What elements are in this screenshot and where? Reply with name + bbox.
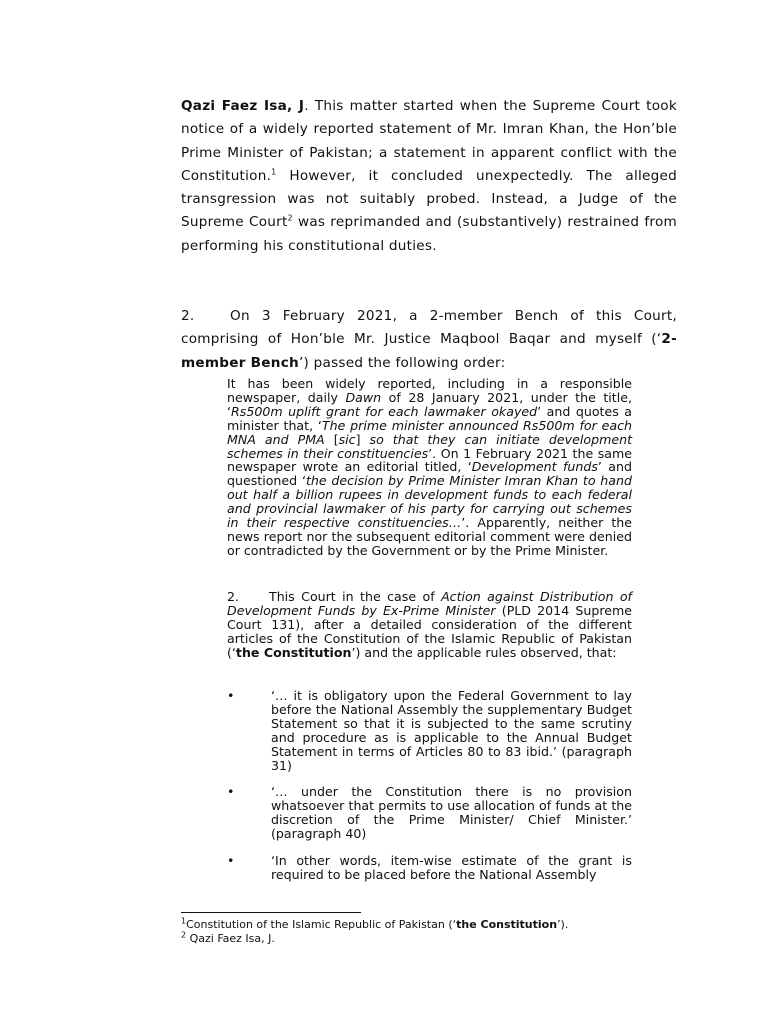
paragraph-1-text-a: . This matter started when the Supreme Court took notice of a widely reported statement of Mr. Imran Khan, the Hon’ble Prime Minister of Pakistan; a statement in apparent conflict with the Constitution. — [181, 98, 677, 184]
bullet-icon: • — [227, 853, 235, 869]
footnote-1 — [181, 918, 741, 931]
paragraph-2-text-b: ’) passed the following order: — [298, 354, 506, 371]
paragraph-1 — [181, 95, 677, 258]
footnote-2-text: Qazi Faez Isa, J. — [186, 932, 275, 945]
quote2-text-b: (PLD 2014 Supreme Court 131), after a detailed consideration of the different articles of the Constitution of the Islamic Republic of Pakistan (‘ — [227, 602, 632, 660]
footnote-1-mark: 1 — [181, 916, 187, 926]
list-item-text: ‘… under the Constitution there is no provision whatsoever that permits to use allocation of funds at the discretion of the Prime Minister/ Chief Minister.’ (paragraph 40) — [271, 784, 632, 842]
minister-quote-continued: so that they can initiate development schemes in their constituencies — [227, 431, 633, 461]
footnote-ref-2[interactable]: 2 — [287, 213, 293, 223]
quoted-order-paragraph-1 — [227, 377, 632, 558]
list-item — [227, 854, 632, 882]
minister-quote: The prime minister announced Rs500m for each MNA and PMA — [227, 417, 633, 447]
news-headline: Rs500m uplift grant for each lawmaker okayed — [231, 403, 538, 419]
quote1-text-d: [ — [324, 431, 339, 447]
list-item-text: ‘… it is obligatory upon the Federal Government to lay before the National Assembly the supplementary Budget Statement so that it is subjected to the same scrutiny and procedure as is applicable to the Annual Budget Statement in terms of Articles 80 to 83 ibid.’ (paragraph 31) — [271, 688, 632, 773]
quote1-text-i: ’. Apparently, neither the news report nor the subsequent editorial comment were denied or contradicted by the Government or by the Prime Minister. — [227, 515, 632, 558]
list-item — [227, 785, 632, 841]
newspaper-name: Dawn — [345, 389, 382, 405]
quote1-text-h: ’ and questioned ‘ — [227, 459, 632, 489]
quote1-text-c: ’ and quotes a minister that, ‘ — [227, 403, 632, 433]
defined-term-constitution: the Constitution — [235, 644, 352, 660]
quote1-text-e: ] — [355, 431, 370, 447]
list-item-text: ‘In other words, item-wise estimate of the grant is required to be placed before the National Assembly — [271, 853, 632, 882]
footnote-ref-1[interactable]: 1 — [271, 167, 277, 177]
sic-marker: sic — [338, 431, 356, 447]
defined-term-bench: 2-member Bench — [181, 331, 677, 371]
list-item — [227, 689, 632, 772]
observations-list — [227, 689, 632, 882]
paragraph-1-text-b: However, it concluded unexpectedly. The alleged transgression was not suitably probed. Instead, a Judge of the Supreme Court — [181, 167, 677, 231]
quoted-order-paragraph-2 — [227, 590, 632, 660]
editorial-quote: the decision by Prime Minister Imran Khan to hand out half a billion rupees in development funds to each federal and provincial lawmaker of his party for carrying out schemes in their respective constituencies… — [227, 473, 632, 531]
quote2-text-a: This Court in the case of — [269, 589, 442, 604]
paragraph-2-text-a: On 3 February 2021, a 2-member Bench of this Court, comprising of Hon’ble Mr. Justice Maqbool Baqar and myself (‘ — [181, 308, 677, 348]
footnote-1-text-b: ’). — [557, 918, 569, 931]
footnote-2-mark: 2 — [181, 930, 187, 940]
case-title: Action against Distribution of Development Funds by Ex-Prime Minister — [227, 589, 632, 618]
footnote-2 — [181, 932, 741, 945]
footnote-1-bold: the Constitution — [456, 918, 558, 931]
footnote-separator — [181, 912, 361, 913]
paragraph-1-text-c: was reprimanded and (substantively) restrained from performing his constitutional duties. — [181, 214, 677, 254]
quote2-number: 2. — [227, 589, 240, 604]
quote1-text-g: ’. On 1 February 2021 the same newspaper wrote an editorial titled, ‘ — [227, 445, 633, 475]
quote1-text-b: of 28 January 2021, under the title, ‘ — [227, 389, 632, 419]
footnote-1-text-a: Constitution of the Islamic Republic of Pakistan (‘ — [186, 918, 457, 931]
bullet-icon: • — [227, 784, 235, 800]
paragraph-2 — [181, 305, 677, 375]
quote2-text-c: ’) and the applicable rules observed, that: — [351, 644, 617, 660]
bullet-icon: • — [227, 688, 235, 703]
editorial-title: Development funds — [471, 459, 598, 475]
paragraph-2-number: 2. — [181, 308, 195, 324]
judge-name: Qazi Faez Isa, J — [181, 98, 305, 114]
quote1-text-a: It has been widely reported, including in a responsible newspaper, daily — [227, 376, 632, 405]
